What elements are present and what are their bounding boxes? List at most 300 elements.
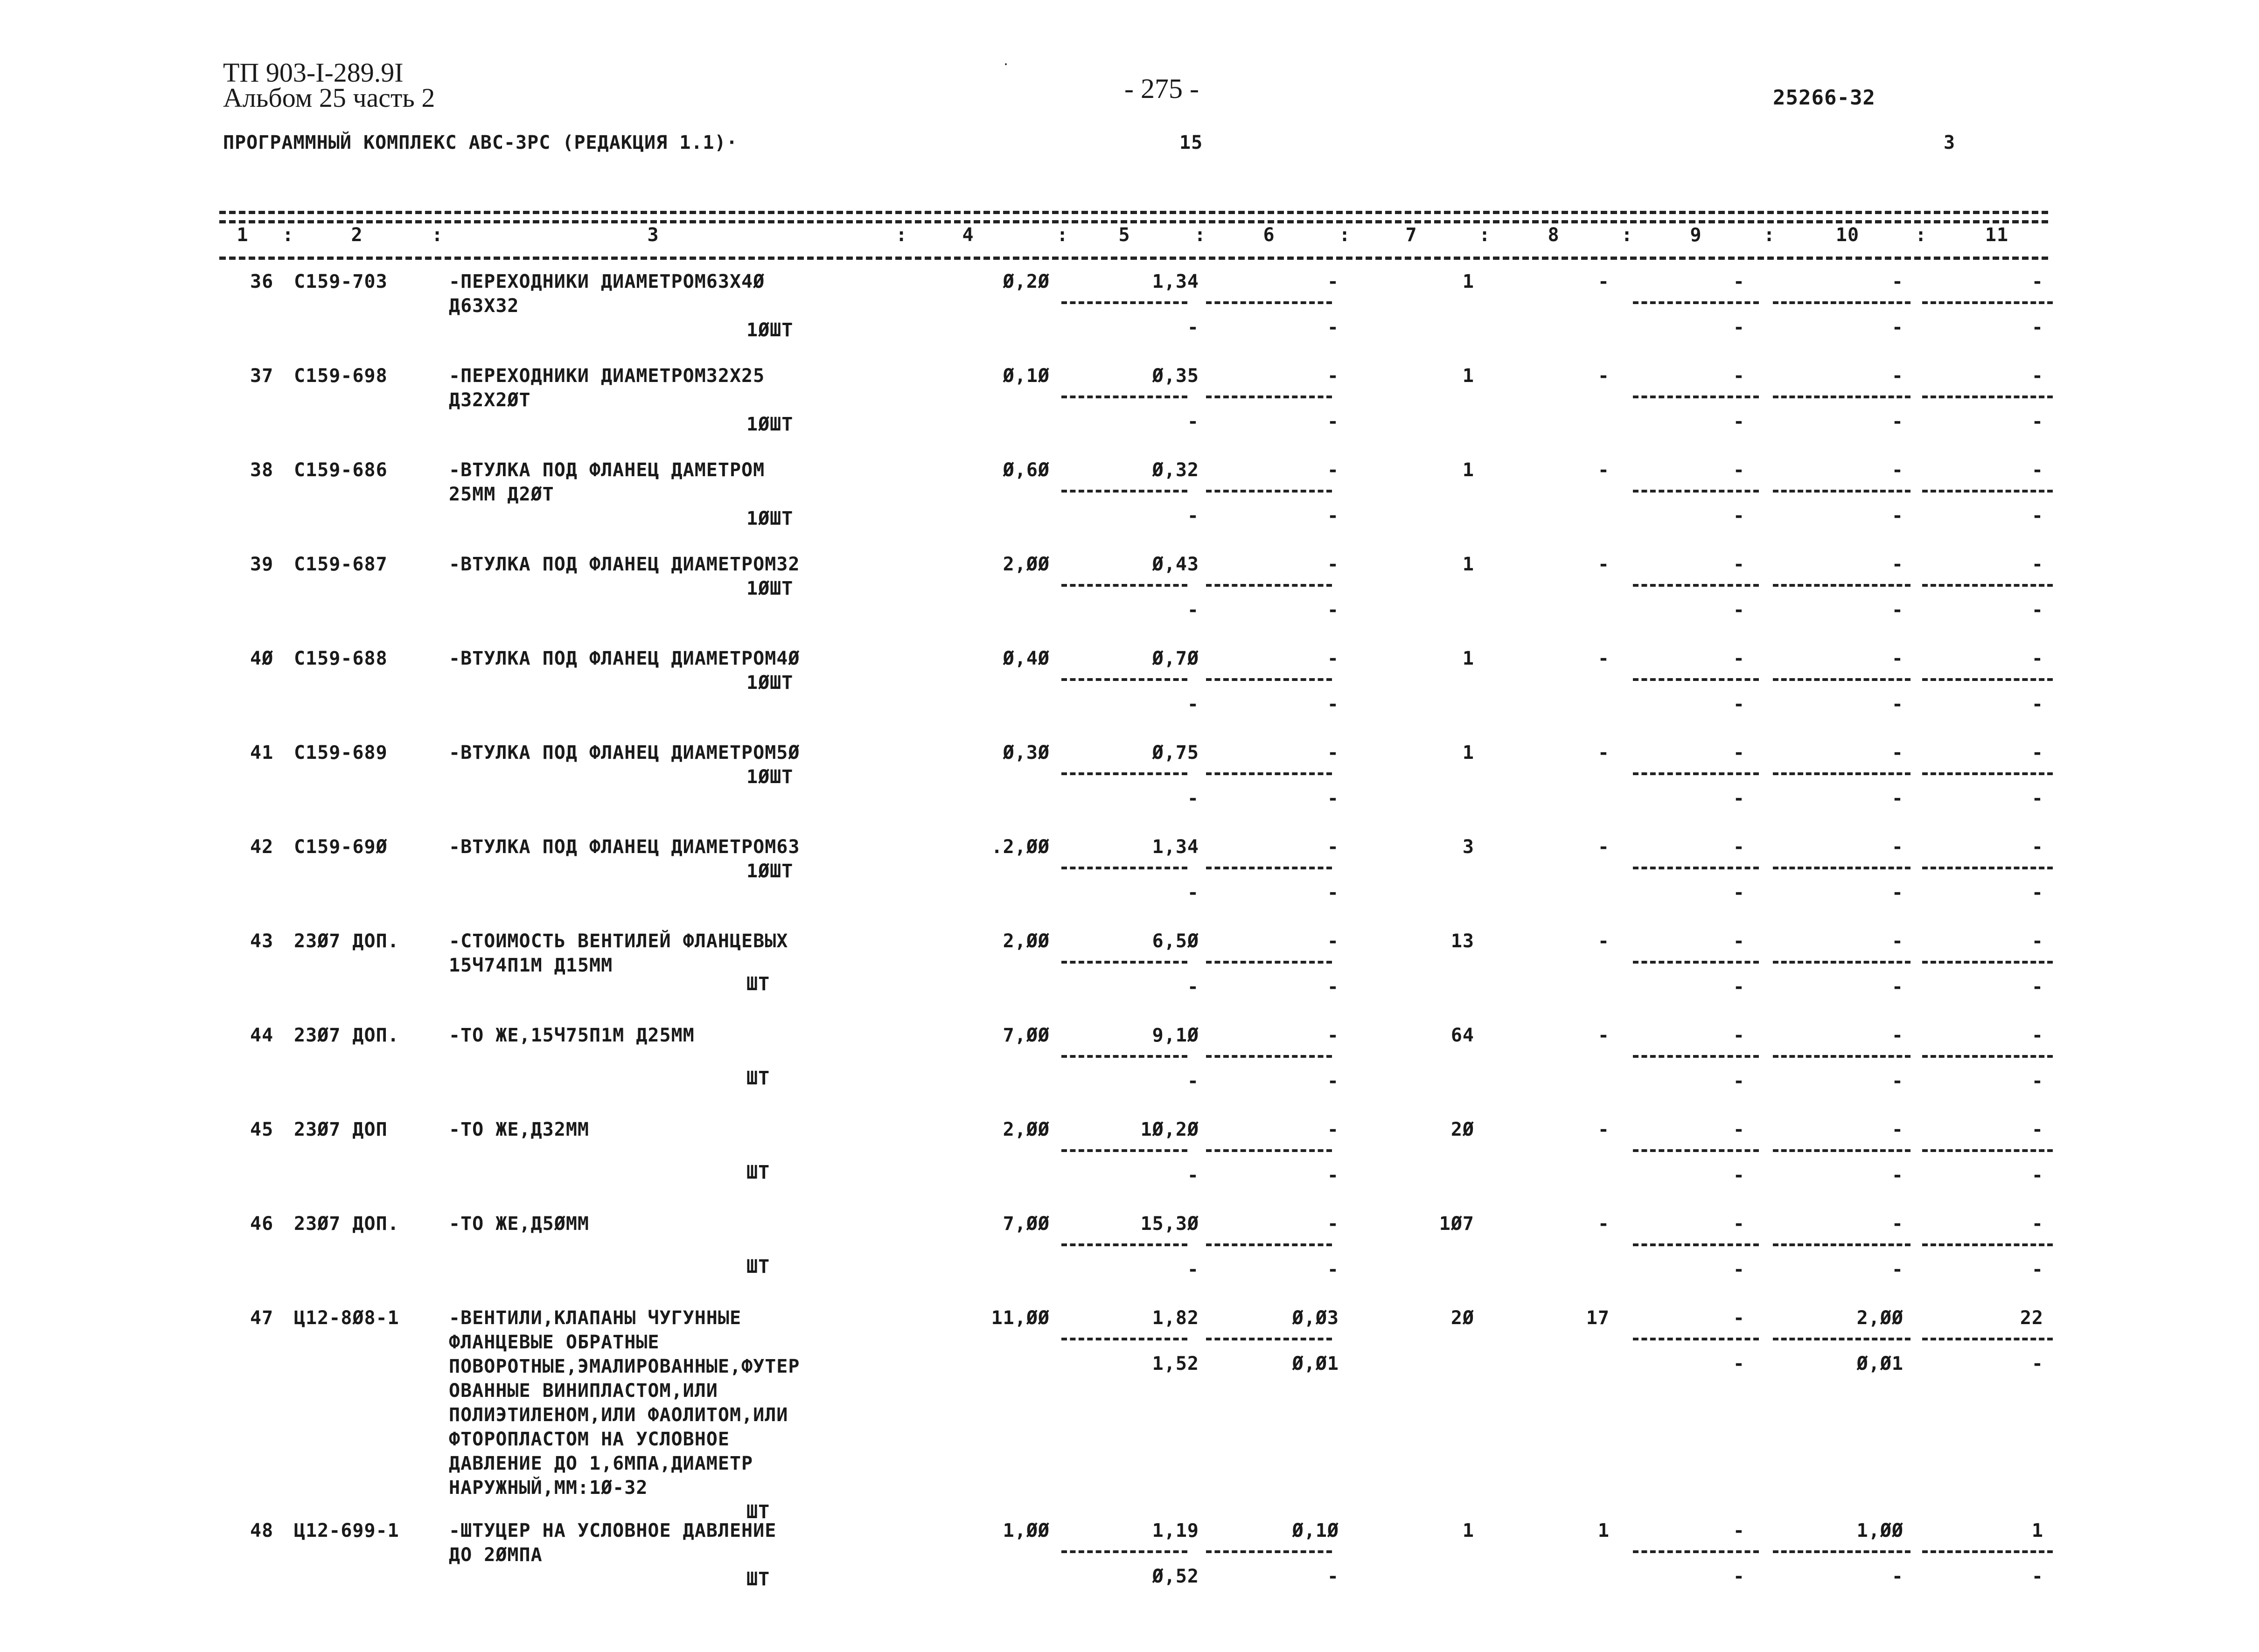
row-12-col11: 1 — [2031, 1520, 2043, 1541]
row-9-rule-col6 — [1206, 1149, 1332, 1152]
column-separator: : — [1057, 224, 1069, 246]
sheet-right: 3 — [1944, 132, 1956, 153]
row-9-code: 23Ø7 ДОП — [294, 1119, 388, 1140]
row-4-rule-col6 — [1206, 678, 1332, 681]
row-5-col7: 1 — [1462, 742, 1474, 764]
row-11-col9: - — [1733, 1307, 1745, 1329]
row-7-col6: - — [1327, 930, 1339, 952]
row-6-rule-col6 — [1206, 867, 1332, 869]
row-3-sub-col10: - — [1891, 599, 1903, 621]
row-10-col5: 15,3Ø — [1140, 1213, 1199, 1235]
row-12-col4: 1,ØØ — [1003, 1520, 1050, 1541]
row-11-description-line: НАРУЖНЫЙ,ММ:1Ø-32 — [449, 1477, 648, 1499]
row-2-col11: - — [2031, 459, 2043, 481]
row-2-rule-col5 — [1061, 490, 1187, 493]
column-separator: : — [1339, 224, 1351, 246]
row-0-col9: - — [1733, 271, 1745, 292]
row-10-rule-col10 — [1773, 1243, 1910, 1246]
row-4-number: 4Ø — [250, 648, 274, 669]
row-10-sub-col11: - — [2031, 1259, 2043, 1280]
row-2-sub-col11: - — [2031, 505, 2043, 527]
row-6-rule-col5 — [1061, 867, 1187, 869]
row-8-description-line: -ТО ЖЕ,15Ч75П1М Д25ММ — [449, 1025, 695, 1046]
row-12-sub-col11: - — [2031, 1566, 2043, 1587]
row-9-rule-col10 — [1773, 1149, 1910, 1152]
row-3-col8: - — [1597, 554, 1610, 575]
row-7-rule-col11 — [1922, 961, 2053, 964]
row-11-sub-col5: 1,52 — [1152, 1353, 1199, 1374]
row-8-col5: 9,1Ø — [1152, 1025, 1199, 1046]
row-3-col5: Ø,43 — [1152, 554, 1199, 575]
row-9-unit: ШТ — [746, 1162, 770, 1183]
row-6-sub-col11: - — [2031, 882, 2043, 903]
row-7-rule-col9 — [1633, 961, 1759, 964]
row-4-sub-col9: - — [1733, 694, 1745, 715]
row-4-unit: 1ØШТ — [746, 672, 794, 694]
row-2-rule-col10 — [1773, 490, 1910, 493]
row-6-sub-col9: - — [1733, 882, 1745, 903]
row-10-rule-col9 — [1633, 1243, 1759, 1246]
row-9-col6: - — [1327, 1119, 1339, 1140]
row-5-col4: Ø,3Ø — [1003, 742, 1050, 764]
row-0-col6: - — [1327, 271, 1339, 292]
row-12-rule-col5 — [1061, 1550, 1187, 1553]
row-5-sub-col5: - — [1187, 788, 1199, 809]
row-5-sub-col11: - — [2031, 788, 2043, 809]
row-2-col9: - — [1733, 459, 1745, 481]
row-2-description-line: 25ММ Д2ØТ — [449, 484, 554, 505]
row-10-col9: - — [1733, 1213, 1745, 1235]
row-1-sub-col10: - — [1891, 411, 1903, 432]
row-2-code: С159-686 — [294, 459, 388, 481]
row-8-col9: - — [1733, 1025, 1745, 1046]
row-5-col6: - — [1327, 742, 1339, 764]
row-3-col7: 1 — [1462, 554, 1474, 575]
program-title: ПРОГРАММНЫЙ КОМПЛЕКС АВС-ЗРС (РЕДАКЦИЯ 1.1)· — [223, 132, 738, 153]
row-10-col6: - — [1327, 1213, 1339, 1235]
row-3-sub-col9: - — [1733, 599, 1745, 621]
row-12-code: Ц12-699-1 — [294, 1520, 399, 1541]
row-7-rule-col6 — [1206, 961, 1332, 964]
row-6-rule-col11 — [1922, 867, 2053, 869]
row-8-col10: - — [1891, 1025, 1903, 1046]
row-12-col7: 1 — [1462, 1520, 1474, 1541]
row-2-sub-col9: - — [1733, 505, 1745, 527]
column-header-9: 9 — [1690, 224, 1702, 246]
table-top-rule — [219, 211, 2048, 214]
row-10-unit: ШТ — [746, 1256, 770, 1277]
row-4-sub-col6: - — [1327, 694, 1339, 715]
row-11-rule-col10 — [1773, 1338, 1910, 1340]
row-0-sub-col11: - — [2031, 317, 2043, 338]
row-2-sub-col5: - — [1187, 505, 1199, 527]
row-12-col9: - — [1733, 1520, 1745, 1541]
row-1-col6: - — [1327, 365, 1339, 387]
row-11-col8: 17 — [1586, 1307, 1610, 1329]
row-8-rule-col9 — [1633, 1055, 1759, 1058]
row-0-rule-col5 — [1061, 301, 1187, 304]
column-separator: : — [1194, 224, 1206, 246]
doc-number: 25266-32 — [1773, 86, 1876, 110]
row-2-col4: Ø,6Ø — [1003, 459, 1050, 481]
row-11-col5: 1,82 — [1152, 1307, 1199, 1329]
row-8-col6: - — [1327, 1025, 1339, 1046]
column-header-4: 4 — [962, 224, 974, 246]
row-0-sub-col5: - — [1187, 317, 1199, 338]
row-5-col8: - — [1597, 742, 1610, 764]
row-6-unit: 1ØШТ — [746, 861, 794, 882]
row-6-col7: 3 — [1462, 836, 1474, 858]
row-3-sub-col5: - — [1187, 599, 1199, 621]
column-header-2: 2 — [351, 224, 363, 246]
row-1-rule-col10 — [1773, 396, 1910, 398]
row-5-number: 41 — [250, 742, 274, 764]
row-0-rule-col9 — [1633, 301, 1759, 304]
row-4-rule-col9 — [1633, 678, 1759, 681]
row-10-description-line: -ТО ЖЕ,Д5ØММ — [449, 1213, 589, 1235]
row-6-sub-col10: - — [1891, 882, 1903, 903]
row-5-description-line: -ВТУЛКА ПОД ФЛАНЕЦ ДИАМЕТРОМ5Ø — [449, 742, 800, 764]
row-12-rule-col11 — [1922, 1550, 2053, 1553]
row-6-number: 42 — [250, 836, 274, 858]
row-4-col7: 1 — [1462, 648, 1474, 669]
row-10-sub-col5: - — [1187, 1259, 1199, 1280]
row-12-rule-col6 — [1206, 1550, 1332, 1553]
row-10-col4: 7,ØØ — [1003, 1213, 1050, 1235]
row-4-col10: - — [1891, 648, 1903, 669]
row-6-col9: - — [1733, 836, 1745, 858]
row-5-col11: - — [2031, 742, 2043, 764]
row-7-rule-col5 — [1061, 961, 1187, 964]
row-9-rule-col5 — [1061, 1149, 1187, 1152]
row-10-col7: 1Ø7 — [1439, 1213, 1474, 1235]
row-0-sub-col10: - — [1891, 317, 1903, 338]
row-6-col6: - — [1327, 836, 1339, 858]
row-12-col6: Ø,1Ø — [1292, 1520, 1339, 1541]
row-11-description-line: ДАВЛЕНИЕ ДО 1,6МПА,ДИАМЕТР — [449, 1453, 753, 1474]
column-separator: : — [432, 224, 444, 246]
row-7-col8: - — [1597, 930, 1610, 952]
row-6-col5: 1,34 — [1152, 836, 1199, 858]
row-6-rule-col10 — [1773, 867, 1910, 869]
row-4-col8: - — [1597, 648, 1610, 669]
row-4-rule-col5 — [1061, 678, 1187, 681]
row-12-number: 48 — [250, 1520, 274, 1541]
row-11-unit: ШТ — [746, 1501, 770, 1523]
row-9-col5: 1Ø,2Ø — [1140, 1119, 1199, 1140]
row-3-rule-col9 — [1633, 584, 1759, 587]
row-7-description-line: -СТОИМОСТЬ ВЕНТИЛЕЙ ФЛАНЦЕВЫХ — [449, 930, 788, 952]
row-8-col7: 64 — [1450, 1025, 1474, 1046]
row-8-unit: ШТ — [746, 1068, 770, 1089]
row-4-code: С159-688 — [294, 648, 388, 669]
row-6-col4: .2,ØØ — [991, 836, 1050, 858]
row-10-rule-col6 — [1206, 1243, 1332, 1246]
row-4-col6: - — [1327, 648, 1339, 669]
row-10-rule-col5 — [1061, 1243, 1187, 1246]
row-1-unit: 1ØШТ — [746, 414, 794, 435]
row-8-rule-col6 — [1206, 1055, 1332, 1058]
row-1-sub-col9: - — [1733, 411, 1745, 432]
row-12-sub-col9: - — [1733, 1566, 1745, 1587]
column-separator: : — [896, 224, 908, 246]
column-header-3: 3 — [647, 224, 659, 246]
row-1-description-line: -ПЕРЕХОДНИКИ ДИАМЕТРОМ32Х25 — [449, 365, 765, 387]
row-1-sub-col5: - — [1187, 411, 1199, 432]
row-4-col5: Ø,7Ø — [1152, 648, 1199, 669]
row-1-sub-col11: - — [2031, 411, 2043, 432]
row-7-number: 43 — [250, 930, 274, 952]
row-1-sub-col6: - — [1327, 411, 1339, 432]
column-header-6: 6 — [1263, 224, 1275, 246]
row-11-rule-col6 — [1206, 1338, 1332, 1340]
column-header-5: 5 — [1118, 224, 1130, 246]
row-5-code: С159-689 — [294, 742, 388, 764]
row-4-description-line: -ВТУЛКА ПОД ФЛАНЕЦ ДИАМЕТРОМ4Ø — [449, 648, 800, 669]
row-6-sub-col5: - — [1187, 882, 1199, 903]
row-2-unit: 1ØШТ — [746, 508, 794, 529]
column-header-7: 7 — [1405, 224, 1417, 246]
row-0-description-line: Д63Х32 — [449, 295, 519, 317]
row-2-col7: 1 — [1462, 459, 1474, 481]
row-12-sub-col10: - — [1891, 1566, 1903, 1587]
row-1-col4: Ø,1Ø — [1003, 365, 1050, 387]
row-1-col7: 1 — [1462, 365, 1474, 387]
row-11-rule-col9 — [1633, 1338, 1759, 1340]
row-5-col10: - — [1891, 742, 1903, 764]
row-11-description-line: ФЛАНЦЕВЫЕ ОБРАТНЫЕ — [449, 1332, 660, 1353]
row-7-sub-col5: - — [1187, 976, 1199, 998]
row-0-sub-col9: - — [1733, 317, 1745, 338]
row-9-col8: - — [1597, 1119, 1610, 1140]
row-11-col6: Ø,Ø3 — [1292, 1307, 1339, 1329]
row-10-sub-col9: - — [1733, 1259, 1745, 1280]
row-10-number: 46 — [250, 1213, 274, 1235]
row-10-sub-col10: - — [1891, 1259, 1903, 1280]
row-5-col9: - — [1733, 742, 1745, 764]
row-11-sub-col6: Ø,Ø1 — [1292, 1353, 1339, 1374]
row-6-code: С159-69Ø — [294, 836, 388, 858]
row-10-col8: - — [1597, 1213, 1610, 1235]
doc-code: ТП 903-I-289.9I — [223, 57, 404, 88]
column-header-11: 11 — [1985, 224, 2009, 246]
row-0-description-line: -ПЕРЕХОДНИКИ ДИАМЕТРОМ63Х4Ø — [449, 271, 765, 292]
row-0-rule-col11 — [1922, 301, 2053, 304]
row-9-rule-col9 — [1633, 1149, 1759, 1152]
row-3-sub-col11: - — [2031, 599, 2043, 621]
row-7-col5: 6,5Ø — [1152, 930, 1199, 952]
row-0-col11: - — [2031, 271, 2043, 292]
row-2-col8: - — [1597, 459, 1610, 481]
row-0-col4: Ø,2Ø — [1003, 271, 1050, 292]
row-2-col5: Ø,32 — [1152, 459, 1199, 481]
row-8-rule-col10 — [1773, 1055, 1910, 1058]
row-1-col9: - — [1733, 365, 1745, 387]
row-9-sub-col10: - — [1891, 1165, 1903, 1186]
row-12-description-line: -ШТУЦЕР НА УСЛОВНОЕ ДАВЛЕНИЕ — [449, 1520, 777, 1541]
row-7-col4: 2,ØØ — [1003, 930, 1050, 952]
row-8-rule-col11 — [1922, 1055, 2053, 1058]
row-5-unit: 1ØШТ — [746, 766, 794, 788]
row-3-col6: - — [1327, 554, 1339, 575]
row-3-rule-col6 — [1206, 584, 1332, 587]
row-12-rule-col10 — [1773, 1550, 1910, 1553]
row-4-rule-col11 — [1922, 678, 2053, 681]
row-9-sub-col5: - — [1187, 1165, 1199, 1186]
row-6-col10: - — [1891, 836, 1903, 858]
row-0-col5: 1,34 — [1152, 271, 1199, 292]
row-11-col4: 11,ØØ — [991, 1307, 1050, 1329]
row-11-sub-col11: - — [2031, 1353, 2043, 1374]
row-6-sub-col6: - — [1327, 882, 1339, 903]
row-10-col11: - — [2031, 1213, 2043, 1235]
row-11-description-line: ФТОРОПЛАСТОМ НА УСЛОВНОЕ — [449, 1429, 730, 1450]
row-12-rule-col9 — [1633, 1550, 1759, 1553]
row-10-code: 23Ø7 ДОП. — [294, 1213, 399, 1235]
row-8-rule-col5 — [1061, 1055, 1187, 1058]
column-header-8: 8 — [1548, 224, 1560, 246]
row-12-col5: 1,19 — [1152, 1520, 1199, 1541]
row-0-col7: 1 — [1462, 271, 1474, 292]
row-9-sub-col6: - — [1327, 1165, 1339, 1186]
column-separator: : — [1764, 224, 1776, 246]
row-11-rule-col11 — [1922, 1338, 2053, 1340]
row-3-rule-col11 — [1922, 584, 2053, 587]
row-12-unit: ШТ — [746, 1569, 770, 1590]
row-12-sub-col6: - — [1327, 1566, 1339, 1587]
row-9-col9: - — [1733, 1119, 1745, 1140]
row-11-code: Ц12-8Ø8-1 — [294, 1307, 399, 1329]
row-2-sub-col6: - — [1327, 505, 1339, 527]
row-11-description-line: ПОВОРОТНЫЕ,ЭМАЛИРОВАННЫЕ,ФУТЕР — [449, 1356, 800, 1377]
row-10-col10: - — [1891, 1213, 1903, 1235]
row-4-rule-col10 — [1773, 678, 1910, 681]
row-4-col9: - — [1733, 648, 1745, 669]
row-12-sub-col5: Ø,52 — [1152, 1566, 1199, 1587]
row-9-description-line: -ТО ЖЕ,Д32ММ — [449, 1119, 589, 1140]
row-7-sub-col10: - — [1891, 976, 1903, 998]
row-1-col8: - — [1597, 365, 1610, 387]
row-0-code: С159-703 — [294, 271, 388, 292]
row-0-rule-col10 — [1773, 301, 1910, 304]
row-10-rule-col11 — [1922, 1243, 2053, 1246]
row-9-sub-col11: - — [2031, 1165, 2043, 1186]
column-header-1: 1 — [237, 224, 249, 246]
row-7-code: 23Ø7 ДОП. — [294, 930, 399, 952]
row-8-code: 23Ø7 ДОП. — [294, 1025, 399, 1046]
row-0-rule-col6 — [1206, 301, 1332, 304]
row-8-col11: - — [2031, 1025, 2043, 1046]
row-1-number: 37 — [250, 365, 274, 387]
row-9-sub-col9: - — [1733, 1165, 1745, 1186]
row-9-col10: - — [1891, 1119, 1903, 1140]
row-6-description-line: -ВТУЛКА ПОД ФЛАНЕЦ ДИАМЕТРОМ63 — [449, 836, 800, 858]
row-8-sub-col11: - — [2031, 1070, 2043, 1092]
row-4-sub-col10: - — [1891, 694, 1903, 715]
row-8-sub-col10: - — [1891, 1070, 1903, 1092]
row-7-col9: - — [1733, 930, 1745, 952]
row-2-rule-col11 — [1922, 490, 2053, 493]
row-5-col5: Ø,75 — [1152, 742, 1199, 764]
row-8-sub-col6: - — [1327, 1070, 1339, 1092]
row-5-rule-col6 — [1206, 772, 1332, 775]
row-10-sub-col6: - — [1327, 1259, 1339, 1280]
row-9-rule-col11 — [1922, 1149, 2053, 1152]
row-3-col9: - — [1733, 554, 1745, 575]
row-4-col4: Ø,4Ø — [1003, 648, 1050, 669]
row-5-rule-col5 — [1061, 772, 1187, 775]
row-1-col10: - — [1891, 365, 1903, 387]
row-0-col10: - — [1891, 271, 1903, 292]
row-1-rule-col5 — [1061, 396, 1187, 398]
row-7-rule-col10 — [1773, 961, 1910, 964]
row-9-number: 45 — [250, 1119, 274, 1140]
row-9-col11: - — [2031, 1119, 2043, 1140]
row-11-sub-col10: Ø,Ø1 — [1856, 1353, 1903, 1374]
row-11-col10: 2,ØØ — [1856, 1307, 1903, 1329]
row-11-col7: 2Ø — [1450, 1307, 1474, 1329]
row-1-description-line: Д32Х2ØТ — [449, 389, 531, 411]
row-9-col4: 2,ØØ — [1003, 1119, 1050, 1140]
column-header-10: 10 — [1835, 224, 1860, 246]
row-7-col10: - — [1891, 930, 1903, 952]
row-1-col11: - — [2031, 365, 2043, 387]
row-4-sub-col5: - — [1187, 694, 1199, 715]
row-8-number: 44 — [250, 1025, 274, 1046]
row-11-rule-col5 — [1061, 1338, 1187, 1340]
row-7-col7: 13 — [1450, 930, 1474, 952]
row-3-sub-col6: - — [1327, 599, 1339, 621]
row-2-rule-col6 — [1206, 490, 1332, 493]
row-11-description-line: -ВЕНТИЛИ,КЛАПАНЫ ЧУГУННЫЕ — [449, 1307, 742, 1329]
row-2-sub-col10: - — [1891, 505, 1903, 527]
album-label: Альбом 25 часть 2 — [223, 83, 435, 113]
row-11-description-line: ОВАННЫЕ ВИНИПЛАСТОМ,ИЛИ — [449, 1380, 718, 1402]
row-3-number: 39 — [250, 554, 274, 575]
row-4-col11: - — [2031, 648, 2043, 669]
row-8-sub-col9: - — [1733, 1070, 1745, 1092]
row-9-col7: 2Ø — [1450, 1119, 1474, 1140]
row-6-col8: - — [1597, 836, 1610, 858]
column-separator: : — [1915, 224, 1927, 246]
row-8-col8: - — [1597, 1025, 1610, 1046]
row-5-sub-col10: - — [1891, 788, 1903, 809]
column-separator: : — [1621, 224, 1633, 246]
page-number: - 275 - — [1124, 73, 1199, 104]
row-5-rule-col10 — [1773, 772, 1910, 775]
row-1-col5: Ø,35 — [1152, 365, 1199, 387]
row-5-sub-col6: - — [1327, 788, 1339, 809]
row-11-col11: 22 — [2020, 1307, 2043, 1329]
row-7-col11: - — [2031, 930, 2043, 952]
row-5-rule-col11 — [1922, 772, 2053, 775]
column-separator: : — [1479, 224, 1491, 246]
row-12-col8: 1 — [1597, 1520, 1610, 1541]
row-3-code: С159-687 — [294, 554, 388, 575]
row-3-rule-col10 — [1773, 584, 1910, 587]
row-11-description-line: ПОЛИЭТИЛЕНОМ,ИЛИ ФАОЛИТОМ,ИЛИ — [449, 1404, 788, 1426]
row-3-description-line: -ВТУЛКА ПОД ФЛАНЕЦ ДИАМЕТРОМ32 — [449, 554, 800, 575]
row-12-col10: 1,ØØ — [1856, 1520, 1903, 1541]
row-0-sub-col6: - — [1327, 317, 1339, 338]
row-1-rule-col9 — [1633, 396, 1759, 398]
row-7-unit: ШТ — [746, 973, 770, 995]
row-3-col10: - — [1891, 554, 1903, 575]
row-0-unit: 1ØШТ — [746, 319, 794, 341]
stray-mark: · — [1003, 59, 1010, 70]
row-7-description-line: 15Ч74П1М Д15ММ — [449, 955, 613, 976]
row-3-col4: 2,ØØ — [1003, 554, 1050, 575]
